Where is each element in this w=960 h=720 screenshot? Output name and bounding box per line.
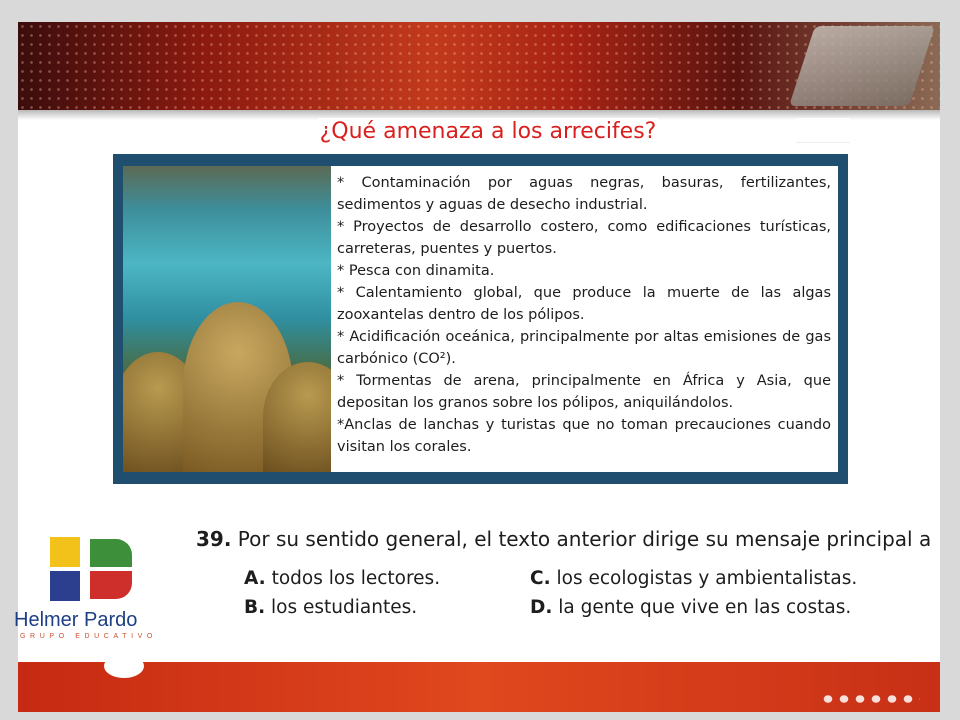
header-banner xyxy=(18,22,940,110)
option-b-letter: B. xyxy=(244,597,266,618)
footer-bar xyxy=(18,662,940,712)
option-d-letter: D. xyxy=(530,597,553,618)
title-blank-box xyxy=(796,118,850,143)
content-panel xyxy=(123,166,838,472)
option-a[interactable] xyxy=(244,568,440,589)
logo-subtitle: GRUPO EDUCATIVO xyxy=(20,633,157,640)
option-d[interactable] xyxy=(530,597,851,618)
slide-title: ¿Qué amenaza a los arrecifes? xyxy=(319,119,657,144)
option-c-letter: C. xyxy=(530,568,551,589)
option-b-text: los estudiantes. xyxy=(265,597,418,618)
helmer-pardo-logo xyxy=(14,537,174,645)
list-item: * Tormentas de arena, principalmente en África y Asia, que depositan los granos sobre los pólipos, aniquilándolos. xyxy=(337,373,831,411)
question-text: Por su sentido general, el texto anterior dirige su mensaje principal a xyxy=(237,527,932,551)
coral-reef-photo xyxy=(123,166,331,472)
footer-curve xyxy=(104,654,144,678)
option-a-letter: A. xyxy=(244,568,266,589)
logo-yellow-square xyxy=(50,537,80,567)
footer-dot-pattern xyxy=(820,692,920,706)
list-item: * Calentamiento global, que produce la muerte de las algas zooxantelas dentro de los pólipos. xyxy=(337,285,831,323)
question xyxy=(196,527,931,551)
list-item: * Pesca con dinamita. xyxy=(337,263,495,279)
list-item: * Acidificación oceánica, principalmente por altas emisiones de gas carbónico (CO²). xyxy=(337,329,831,367)
option-d-text: la gente que vive en las costas. xyxy=(552,597,852,618)
logo-name: Helmer Pardo xyxy=(14,609,138,631)
option-c-text: los ecologistas y ambientalistas. xyxy=(550,568,858,589)
option-b[interactable] xyxy=(244,597,417,618)
list-item: * Contaminación por aguas negras, basuras, fertilizantes, sedimentos y aguas de desecho industrial. xyxy=(337,175,831,213)
logo-red-shape xyxy=(90,571,132,599)
option-c[interactable] xyxy=(530,568,857,589)
content-frame xyxy=(113,154,848,484)
option-a-text: todos los lectores. xyxy=(265,568,441,589)
threat-list xyxy=(337,172,831,458)
list-item: * Proyectos de desarrollo costero, como edificaciones turísticas, carreteras, puentes y puertos. xyxy=(337,219,831,257)
list-item: *Anclas de lanchas y turistas que no toman precauciones cuando visitan los corales. xyxy=(337,417,831,455)
logo-blue-square xyxy=(50,571,80,601)
logo-green-shape xyxy=(90,539,132,567)
question-number: 39. xyxy=(196,527,232,551)
